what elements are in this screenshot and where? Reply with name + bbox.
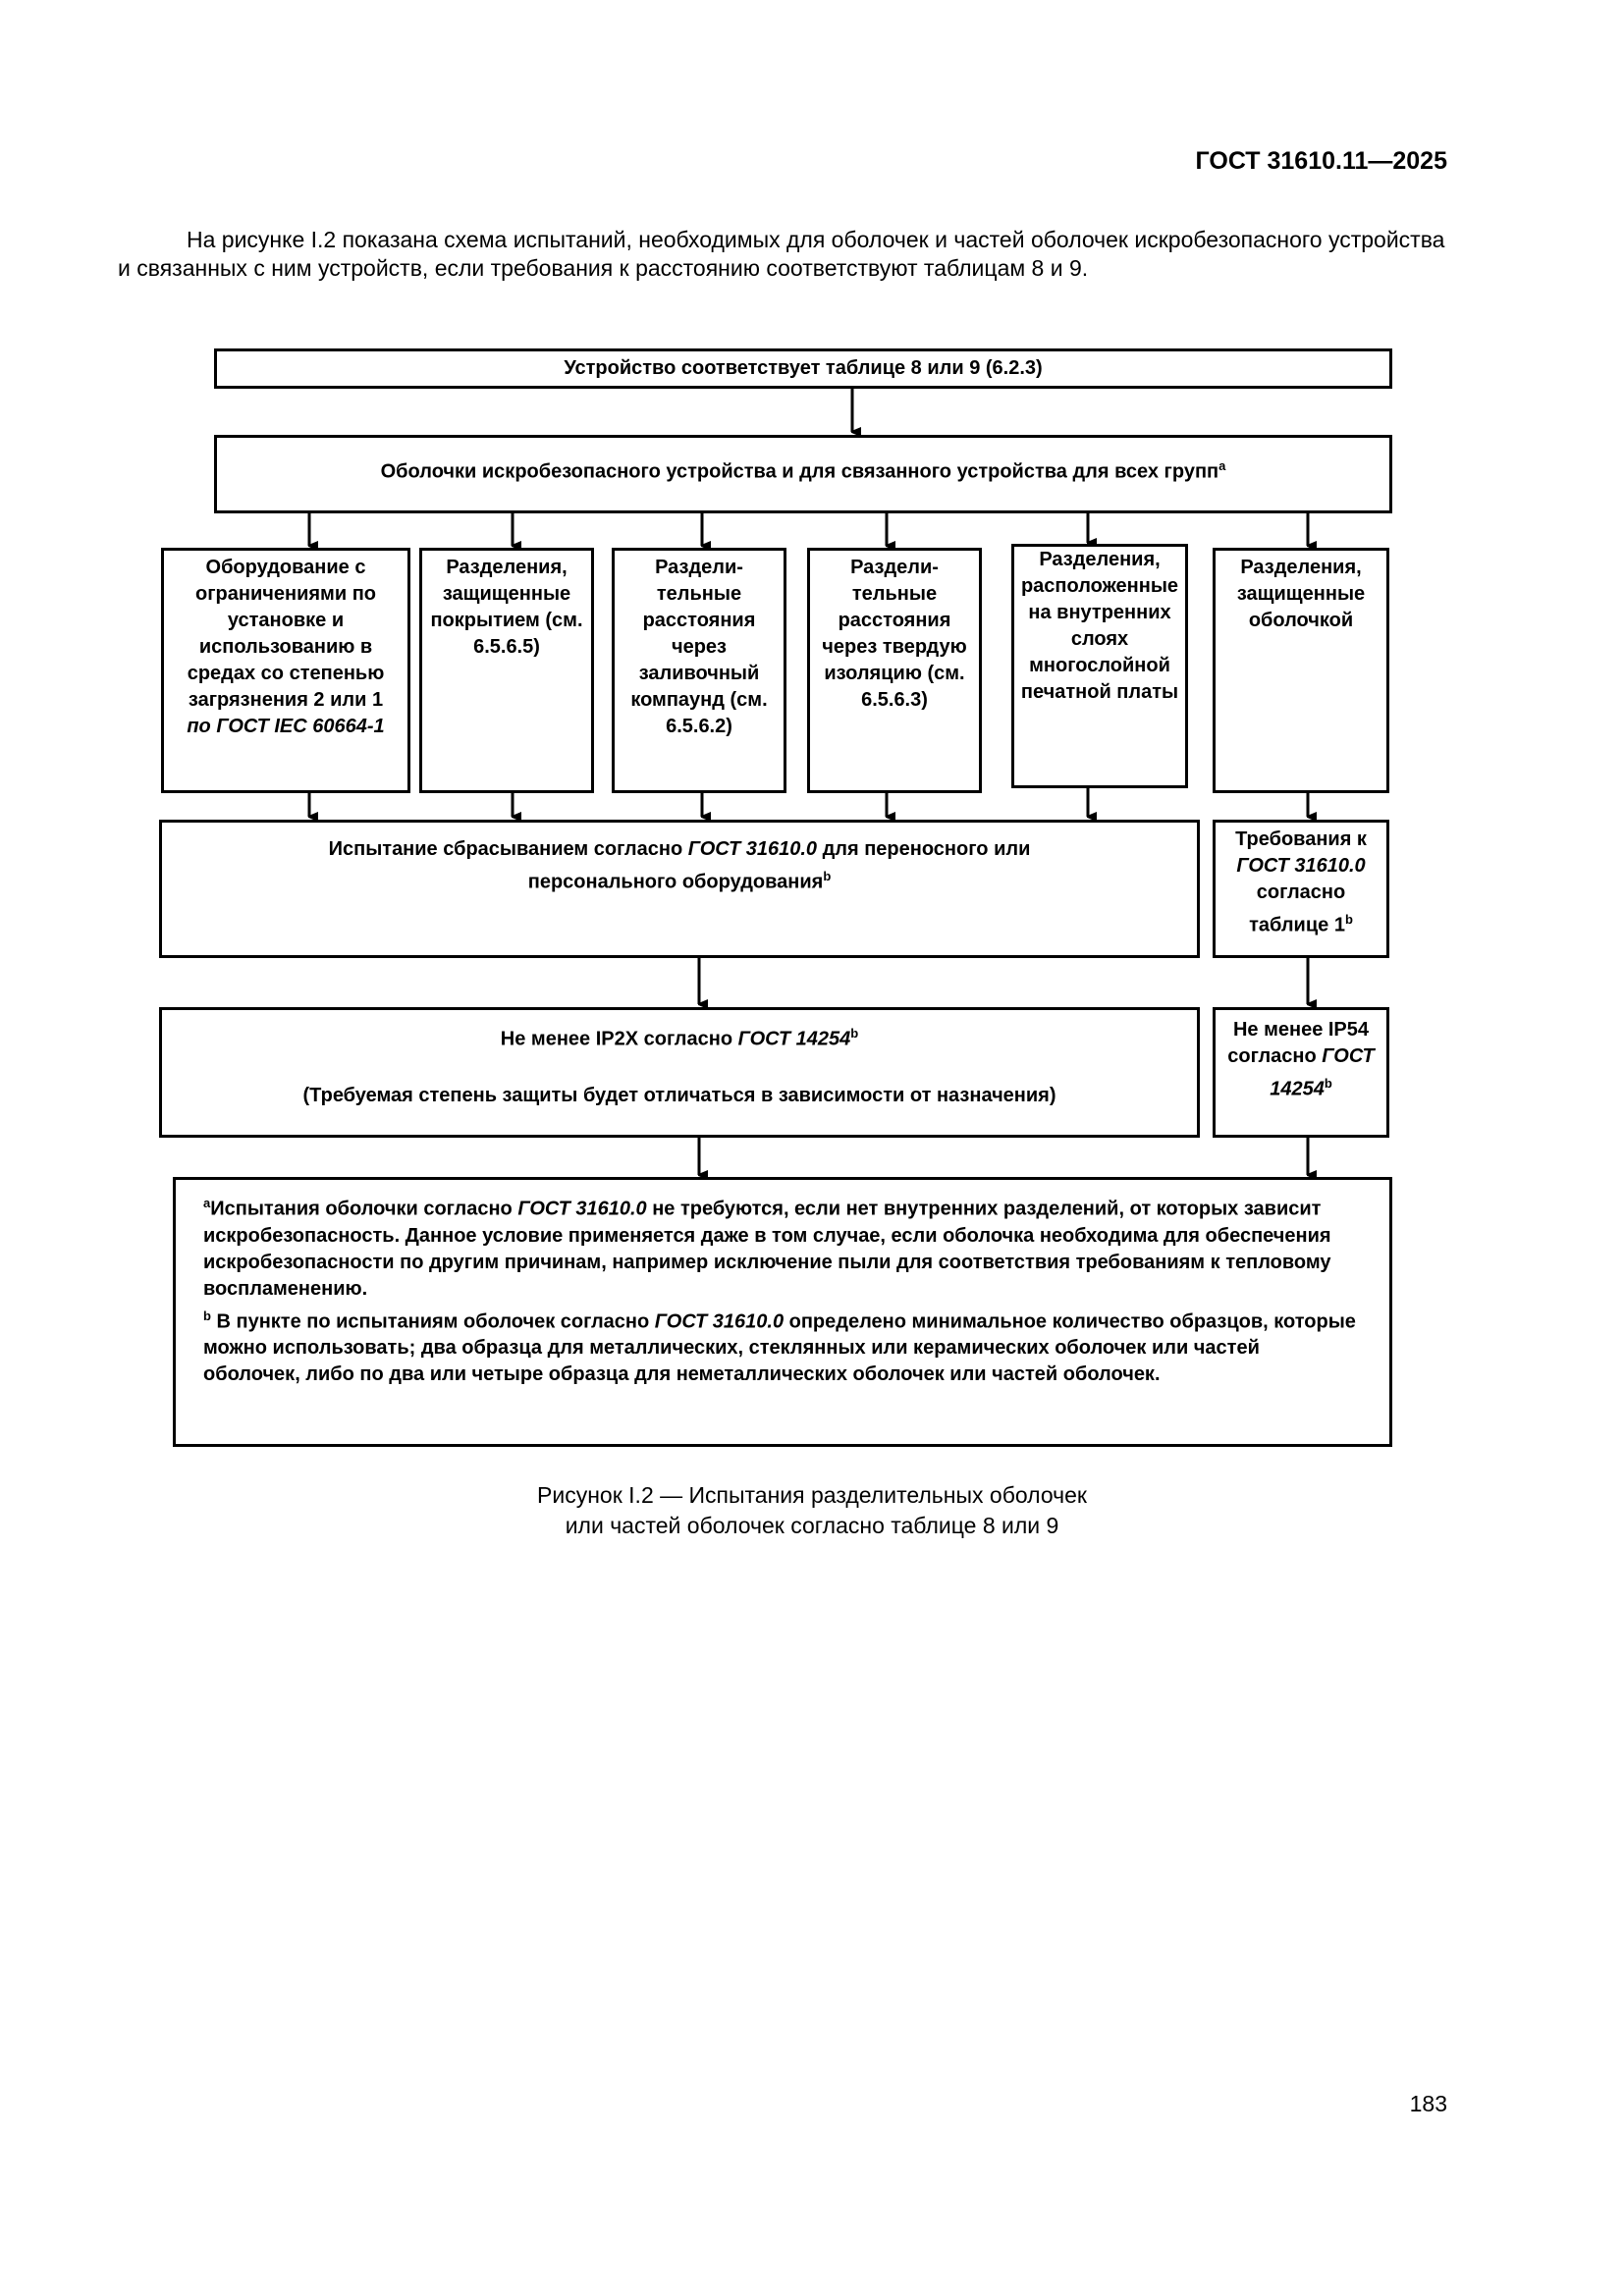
- standard-id: ГОСТ 31610.11—2025: [1195, 147, 1447, 175]
- device-table-box: Устройство соответствует таблице 8 или 9 (6.2.3): [214, 348, 1392, 389]
- pollution-degree-box: Оборудование с ограничениями по установке и использованию в средах со степенью загрязнения 2 или 1 по ГОСТ IEC 60664-1: [161, 548, 410, 793]
- pcb-layers-box: Разделения, расположенные на внутренних слоях многослойной печатной платы: [1011, 544, 1188, 788]
- drop-test-box: Испытание сбрасыванием согласно ГОСТ 31610.0 для переносного или персонального оборудования$^b$: [159, 820, 1200, 958]
- intro-paragraph: На рисунке I.2 показана схема испытаний, необходимых для оболочек и частей оболочек искробезопасного устройства и связанных с ним устройств, если требования к расстоянию соответствуют таблицам 8 и 9.: [118, 227, 1445, 281]
- footnotes-box: [173, 1177, 1392, 1447]
- footnote-a: $^a$Испытания оболочки согласно ГОСТ 31610.0 не требуются, если нет внутренних разделений, от которых зависит искробезопасность. Данное условие применяется даже в том случае, если оболочка необходима для обеспечения искробезопасности по другим причинам, например исключение пыли для соответствия требованиям к тепловому воспламенению.: [203, 1196, 1331, 1300]
- figure-caption: Рисунок I.2 — Испытания разделительных оболочек или частей оболочек согласно таблице 8 или 9: [537, 1482, 1087, 1538]
- compound-separation-box: Раздели-тельные расстояния через заливочный компаунд (см. 6.5.6.2): [612, 548, 786, 793]
- solid-insulation-box: Раздели-тельные расстояния через твердую изоляцию (см. 6.5.6.3): [807, 548, 982, 793]
- footnote-b: $^b$ В пункте по испытаниям оболочек согласно ГОСТ 31610.0 определено минимальное количество образцов, которые можно использовать; два образца для металлических, стеклянных или керамических оболочек или частей оболочек, либо по два или четыре образца для неметаллических оболочек или частей оболочек.: [203, 1308, 1356, 1386]
- ip2x-box: Не менее IP2X согласно ГОСТ 14254$^b$ (Требуемая степень защиты будет отличаться в зависимости от назначения): [159, 1007, 1200, 1138]
- coating-separation-box: Разделения, защищенные покрытием (см. 6.5.6.5): [419, 548, 594, 793]
- ip54-box: Не менее IP54 согласно ГОСТ 14254$^b$: [1213, 1007, 1389, 1138]
- requirements-box: Требования к ГОСТ 31610.0 согласно таблице 1$^b$: [1213, 820, 1389, 958]
- page-number: 183: [1409, 2091, 1447, 2116]
- enclosures-box: Оболочки искробезопасного устройства и для связанного устройства для всех групп$^a$: [214, 435, 1392, 513]
- enclosure-separation-box: Разделения, защищенные оболочкой: [1213, 548, 1389, 793]
